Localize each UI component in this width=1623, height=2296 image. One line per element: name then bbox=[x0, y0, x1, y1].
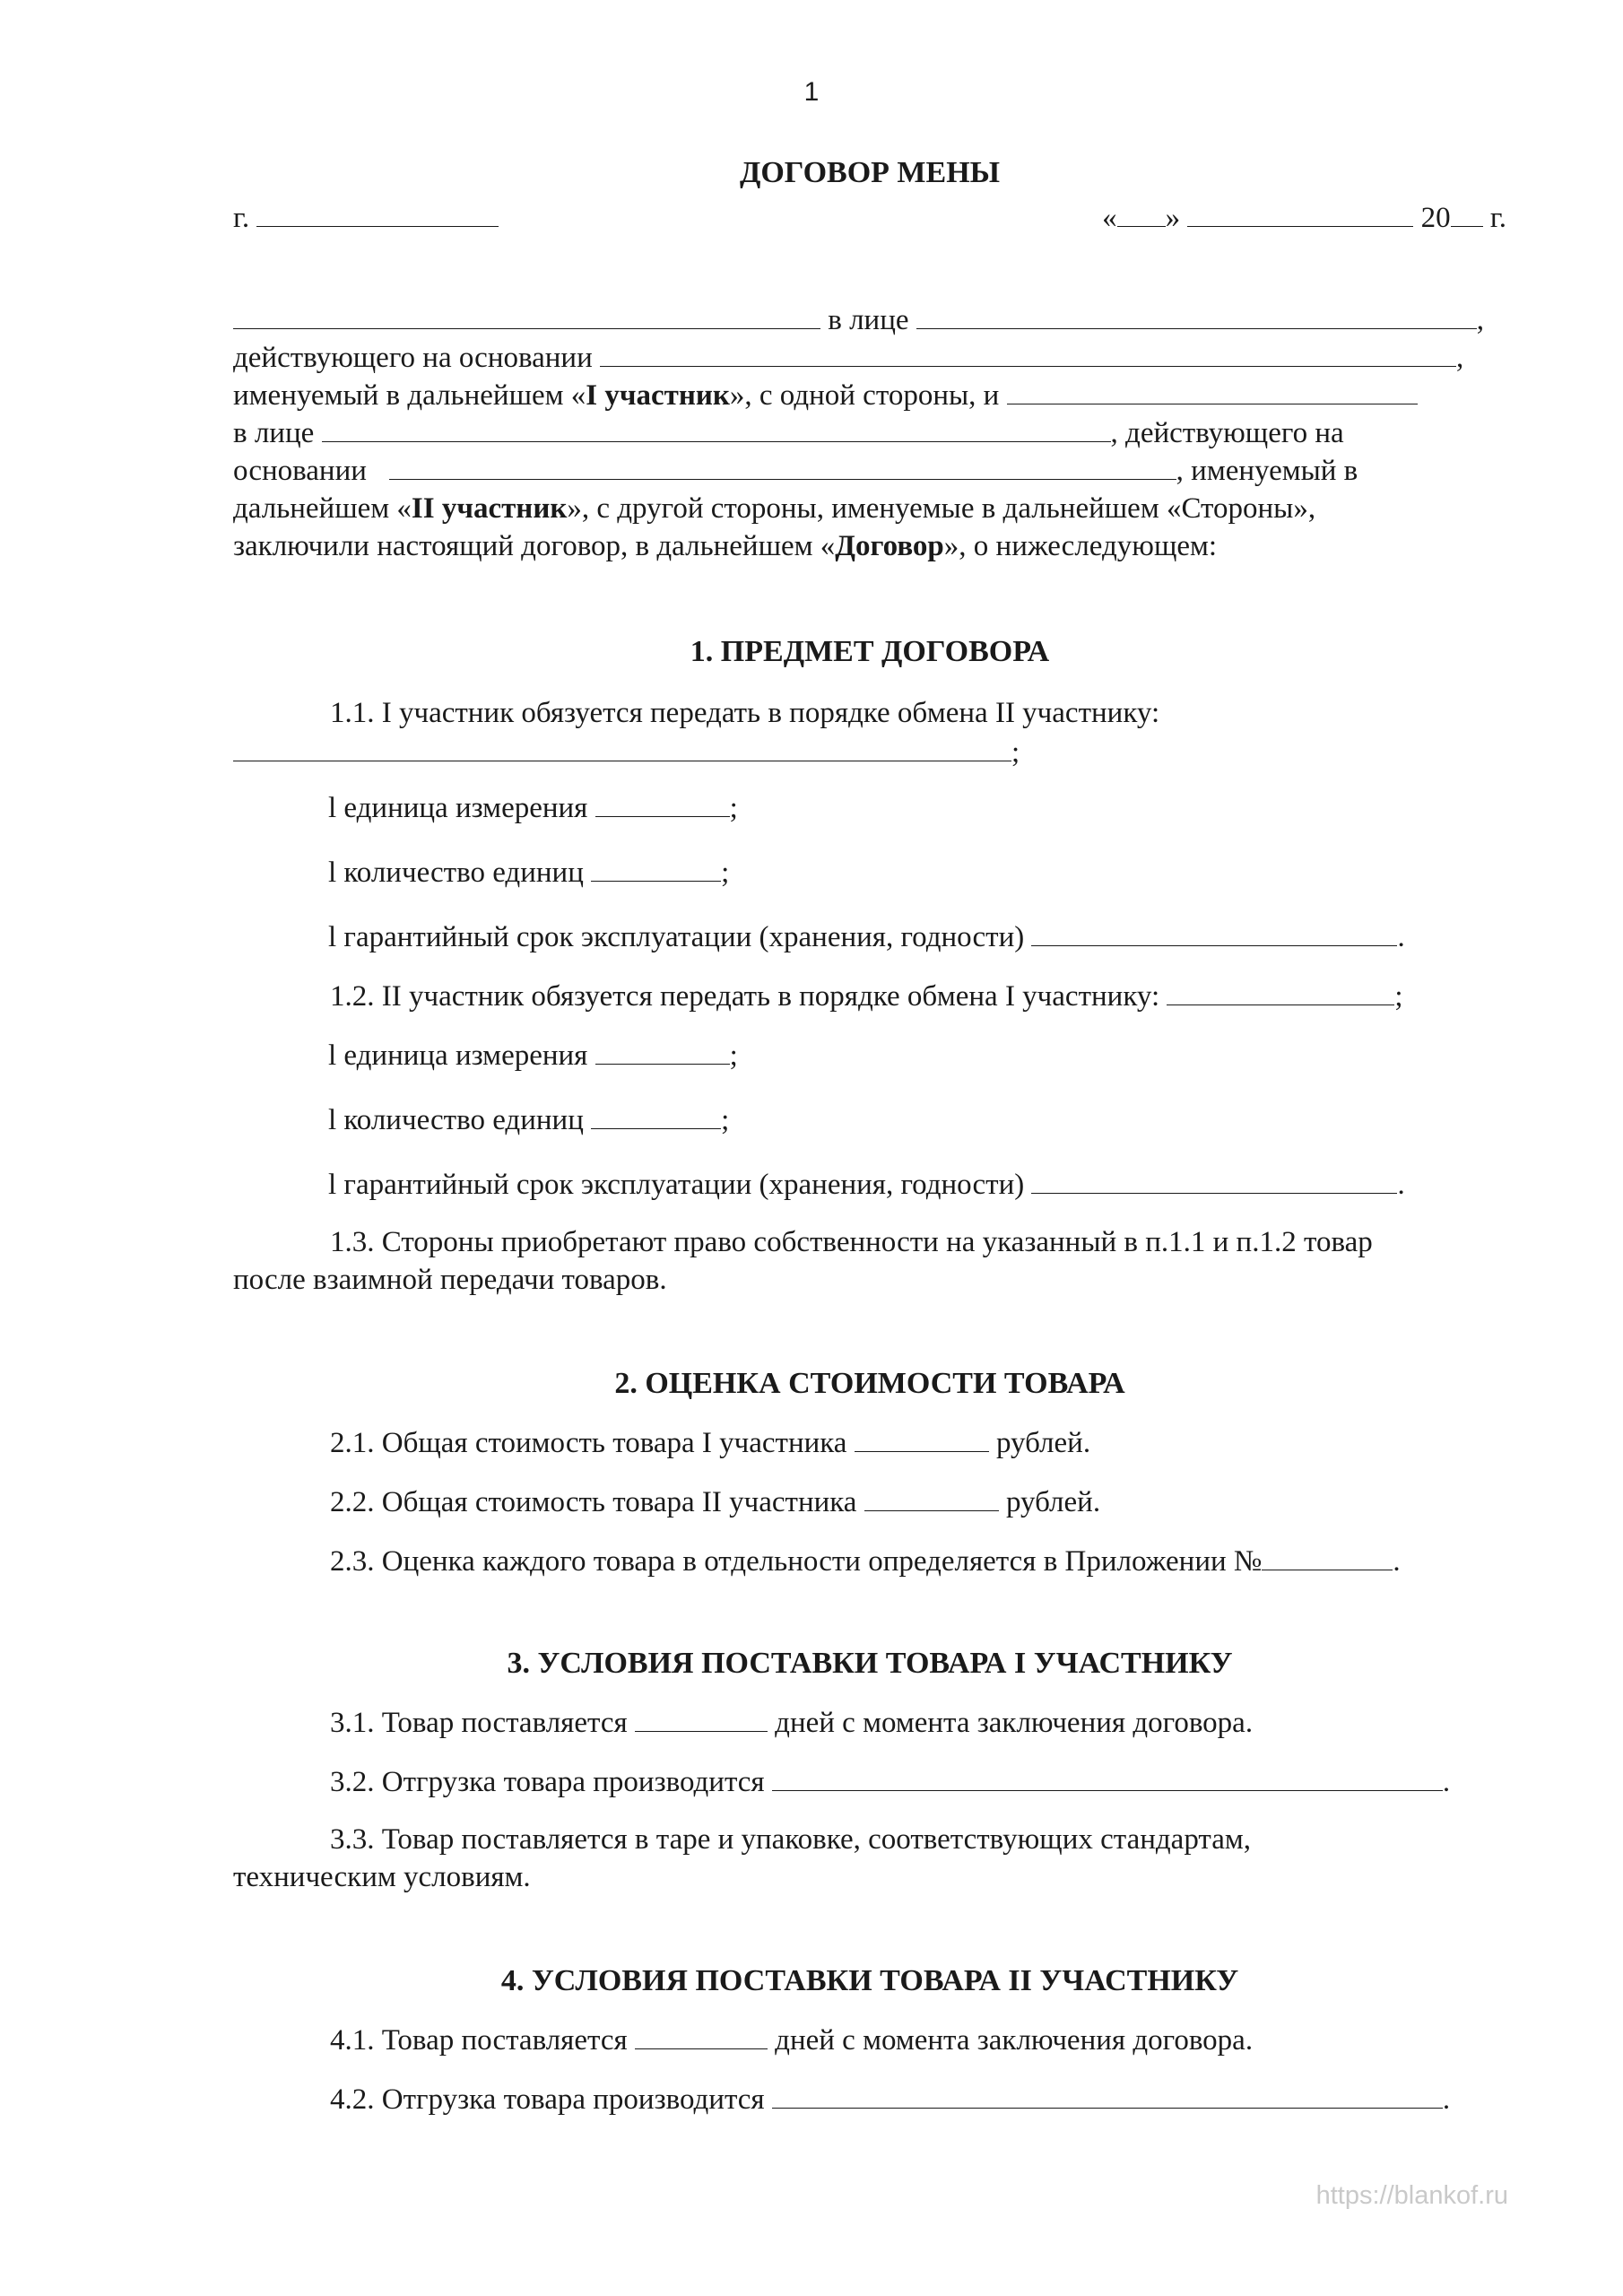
clause-1-1-quantity: l количество единиц ; bbox=[233, 854, 1601, 891]
party2-org-blank bbox=[1007, 377, 1418, 404]
warranty-2-blank bbox=[1031, 1166, 1397, 1194]
clause-3-2: 3.2. Отгрузка товара производится . bbox=[233, 1763, 1603, 1801]
clause-1-2-warranty: l гарантийный срок эксплуатации (хранения, годности) . bbox=[233, 1166, 1601, 1204]
year-blank bbox=[1451, 199, 1483, 227]
goods-2-blank bbox=[1167, 978, 1394, 1005]
clause-4-2: 4.2. Отгрузка товара производится . bbox=[233, 2081, 1603, 2118]
cost-2-blank bbox=[864, 1483, 999, 1511]
clause-1-1-unit: l единица измерения ; bbox=[233, 789, 1601, 827]
clause-1-2: 1.2. II участник обязуется передать в порядке обмена I участнику: ; bbox=[233, 978, 1603, 1015]
party1-org-blank bbox=[233, 301, 820, 329]
quantity-2-blank bbox=[591, 1101, 721, 1129]
date-field: « » 20 г. bbox=[1102, 199, 1506, 237]
goods-1-blank bbox=[233, 734, 1011, 761]
parties-intro: в лице , действующего на основании , именуемый в дальнейшем «I участник», с одной стороны, и в лице , действующего на основании , именуемый в дальнейшем «II участник», с другой стороны, именуемые в дальнейшем «Стороны», заключили настоящий договор, в дальнейшем «Договор», о нижеследующем: bbox=[233, 301, 1506, 565]
unit-2-blank bbox=[595, 1037, 730, 1065]
appendix-number-blank bbox=[1262, 1543, 1393, 1570]
shipment-2-blank bbox=[772, 2081, 1443, 2109]
clause-2-2: 2.2. Общая стоимость товара II участника рублей. bbox=[233, 1483, 1603, 1521]
day-blank bbox=[1117, 199, 1166, 227]
warranty-1-blank bbox=[1031, 918, 1397, 946]
clause-1-2-quantity: l количество единиц ; bbox=[233, 1101, 1601, 1139]
clause-3-1: 3.1. Товар поставляется дней с момента заключения договора. bbox=[233, 1704, 1603, 1742]
clause-2-1: 2.1. Общая стоимость товара I участника рублей. bbox=[233, 1424, 1603, 1462]
quantity-1-blank bbox=[591, 854, 721, 882]
clause-1-3: 1.3. Стороны приобретают право собственности на указанный в п.1.1 и п.1.2 товар после взаимной передачи товаров. bbox=[233, 1226, 1373, 1296]
delivery-days-1-blank bbox=[635, 1704, 768, 1732]
delivery-days-2-blank bbox=[635, 2022, 768, 2049]
shipment-1-blank bbox=[772, 1763, 1443, 1791]
party1-rep-blank bbox=[916, 301, 1477, 329]
section-3-heading: 3. УСЛОВИЯ ПОСТАВКИ ТОВАРА I УЧАСТНИКУ bbox=[507, 1647, 1233, 1680]
party1-basis-blank bbox=[600, 339, 1456, 367]
city-field: г. bbox=[233, 199, 499, 237]
clause-1-1-blank-line: ; bbox=[233, 734, 1506, 771]
party2-rep-blank bbox=[322, 414, 1111, 442]
city-blank bbox=[256, 199, 499, 227]
clause-1-2-unit: l единица измерения ; bbox=[233, 1037, 1601, 1074]
clause-2-3: 2.3. Оценка каждого товара в отдельности определяется в Приложении № . bbox=[233, 1543, 1603, 1580]
section-2-heading: 2. ОЦЕНКА СТОИМОСТИ ТОВАРА bbox=[614, 1367, 1125, 1400]
section-4-heading: 4. УСЛОВИЯ ПОСТАВКИ ТОВАРА II УЧАСТНИКУ bbox=[500, 1964, 1239, 1997]
page-number: 1 bbox=[803, 77, 820, 107]
clause-1-1-warranty: l гарантийный срок эксплуатации (хранения, годности) . bbox=[233, 918, 1601, 956]
clause-4-1: 4.1. Товар поставляется дней с момента заключения договора. bbox=[233, 2022, 1603, 2059]
site-watermark: https://blankof.ru bbox=[1315, 2181, 1508, 2210]
clause-3-3: 3.3. Товар поставляется в таре и упаковке, соответствующих стандартам, техническим условиям. bbox=[233, 1823, 1251, 1893]
section-1-heading: 1. ПРЕДМЕТ ДОГОВОРА bbox=[690, 635, 1050, 668]
clause-1-1: 1.1. I участник обязуется передать в порядке обмена II участнику: bbox=[330, 697, 1160, 729]
document-title: ДОГОВОР МЕНЫ bbox=[739, 156, 1001, 189]
party2-basis-blank bbox=[389, 452, 1176, 480]
cost-1-blank bbox=[855, 1424, 989, 1452]
unit-1-blank bbox=[595, 789, 730, 817]
month-blank bbox=[1187, 199, 1413, 227]
